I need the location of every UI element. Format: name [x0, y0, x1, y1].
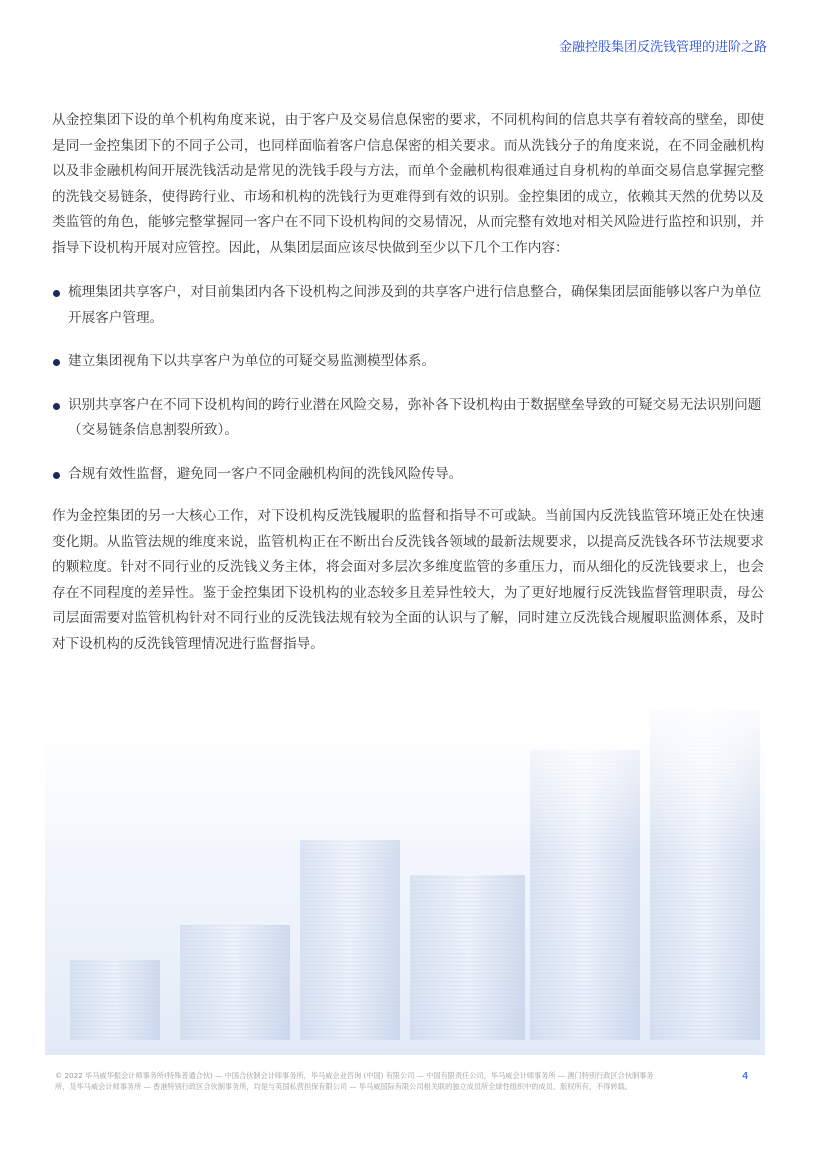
list-item — [52, 280, 764, 331]
bullet-dot-icon — [53, 472, 60, 479]
intro-paragraph: 从金控集团下设的单个机构角度来说，由于客户及交易信息保密的要求，不同机构间的信息共享有着较高的壁垒，即使是同一金控集团下的不同子公司，也同样面临着客户信息保密的相关要求。而从洗钱分子的角度来说，在不同金融机构以及非金融机构间开展洗钱活动是常见的洗钱手段与方法，而单个金融机构很难通过自身机构的单面交易信息掌握完整的洗钱交易链条，使得跨行业、市场和机构的洗钱行为更难得到有效的识别。金控集团的成立，依赖其天然的优势以及类监管的角色，能够完整掌握同一客户在不同下设机构间的交易情况，从而完整有效地对相关风险进行监控和识别，并指导下设机构开展对应管控。因此，从集团层面应该尽快做到至少以下几个工作内容： — [52, 112, 764, 256]
list-item-text: 识别共享客户在不同下设机构间的跨行业潜在风险交易，弥补各下设机构由于数据壁垒导致的可疑交易无法识别问题（交易链条信息割裂所致）。 — [68, 396, 762, 438]
main-content — [52, 108, 764, 657]
bullet-dot-icon — [53, 403, 60, 410]
coin-stacks-icon — [0, 690, 815, 1055]
page-number: 4 — [742, 1071, 749, 1082]
bullet-dot-icon — [53, 290, 60, 297]
bullet-dot-icon — [53, 359, 60, 366]
bullet-list — [52, 280, 764, 487]
page-header-title: 金融控股集团反洗钱管理的进阶之路 — [558, 40, 767, 55]
list-item — [52, 349, 764, 375]
list-item-text: 建立集团视角下以共享客户为单位的可疑交易监测模型体系。 — [68, 353, 436, 369]
list-item — [52, 393, 764, 444]
footer-legal-notice: © 2022 毕马威华振会计师事务所(特殊普通合伙) — 中国合伙制会计师事务所，毕马威企业咨询 (中国) 有限公司 — 中国有限责任公司，毕马威会计师事务所 — 澳门特别行政区合伙制事务所，及毕马威会计师事务所 — 香港特别行政区合伙制事务所，均是与英国私营担保有限公司 — 毕马威国际有限公司相关联的独立成员所全球性组织中的成员。版权所有，不得转载。 — [55, 1071, 654, 1091]
list-item — [52, 462, 764, 488]
second-paragraph: 作为金控集团的另一大核心工作，对下设机构反洗钱履职的监督和指导不可或缺。当前国内反洗钱监管环境正处在快速变化期。从监管法规的维度来说，监管机构正在不断出台反洗钱各领域的最新法规要求，以提高反洗钱各环节法规要求的颗粒度。针对不同行业的反洗钱义务主体，将会面对多层次多维度监管的多重压力，而从细化的反洗钱要求上，也会存在不同程度的差异性。鉴于金控集团下设机构的业态较多且差异性较大，为了更好地履行反洗钱监督管理职责，母公司层面需要对监管机构针对不同行业的反洗钱法规有较为全面的认识与了解，同时建立反洗钱合规履职监测体系，及时对下设机构的反洗钱管理情况进行监督指导。 — [52, 508, 764, 652]
list-item-text: 梳理集团共享客户，对目前集团内各下设机构之间涉及到的共享客户进行信息整合，确保集团层面能够以客户为单位开展客户管理。 — [68, 284, 762, 326]
list-item-text: 合规有效性监督，避免同一客户不同金融机构间的洗钱风险传导。 — [68, 465, 463, 482]
